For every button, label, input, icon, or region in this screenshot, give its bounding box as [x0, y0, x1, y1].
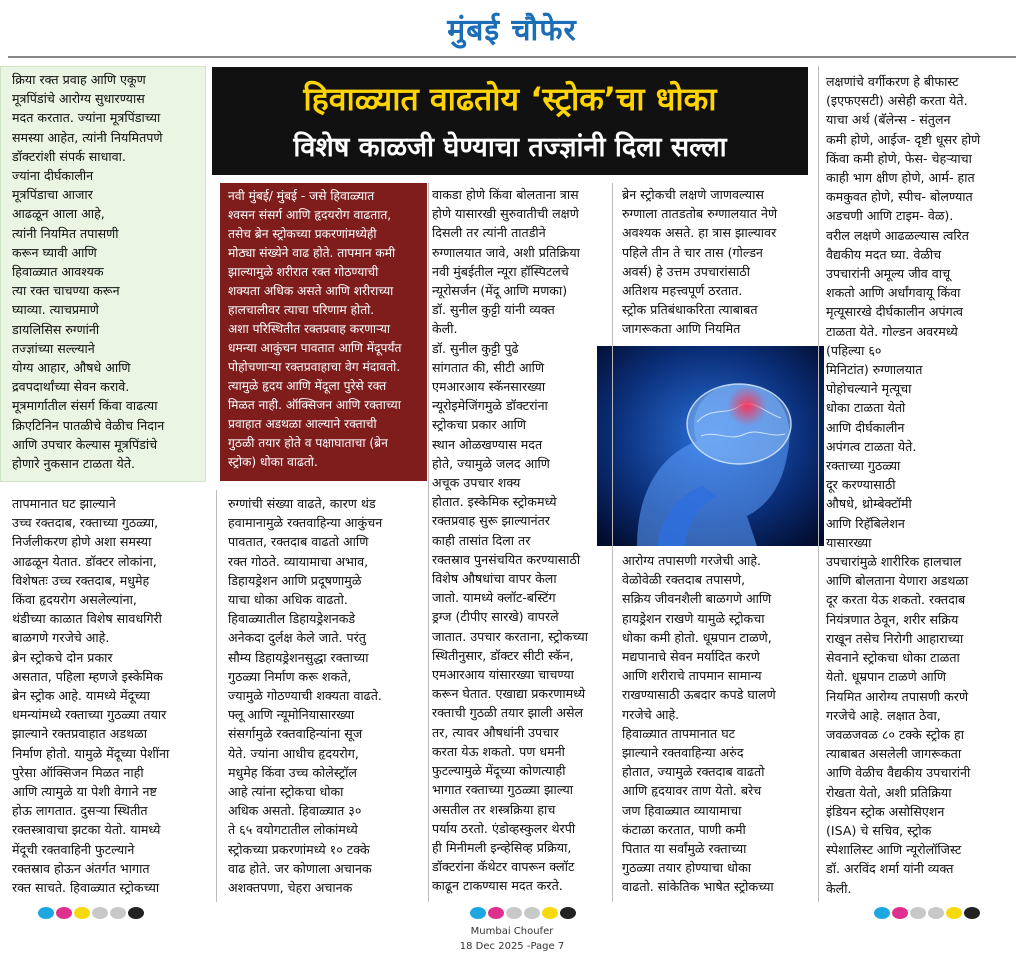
- top-rule: [8, 56, 1016, 58]
- registration-swatches-right: [874, 907, 980, 919]
- swatch-grey: [928, 907, 944, 919]
- swatch-grey: [506, 907, 522, 919]
- sidebar-text: क्रिया रक्त प्रवाह आणि एकूण मूत्रपिंडांचे आरोग्य सुधारण्यास मदत करतात. ज्यांना मूत्रपिंडाच्या समस्या आहेत, त्यांनी नियमितपणे डॉक्टरांशी संपर्क साधावा. ज्यांना दीर्घकालीन मूत्रपिंडाचा आजार आढळून आला आहे, त्यांनी नियमित तपासणी करून घ्यावी आणि हिवाळ्यात आवश्यक त्या रक्त चाचण्या करून घ्याव्या. त्याचप्रमाणे डायलिसिस रुग्णांनी तज्ज्ञांच्या सल्ल्याने योग्य आहार, औषधे आणि द्रवपदार्थांच्या सेवन करावे. मूत्रमार्गातील संसर्ग किंवा वाढत्या क्रिएटिनिन पातळीचे वेळीच निदान आणि उपचार केल्यास मूत्रपिंडांचे होणारे नुकसान टाळता येते.: [12, 72, 165, 472]
- headline-banner: [212, 67, 808, 175]
- swatch-yellow: [946, 907, 962, 919]
- swatch-grey: [92, 907, 108, 919]
- footer-date-page: 18 Dec 2025 -Page 7: [459, 941, 565, 952]
- swatch-magenta: [56, 907, 72, 919]
- swatch-cyan: [874, 907, 890, 919]
- masthead: [0, 0, 1024, 60]
- swatch-grey: [524, 907, 540, 919]
- registration-swatches-center: [470, 907, 576, 919]
- column-1-bottom-text: तापमानात घट झाल्याने उच्च रक्तदाब, रक्ताच्या गुठळ्या, निर्जलीकरण होणे अशा समस्या आढळून येतात. डॉक्टर लोकांना, विशेषतः उच्च रक्तदाब, मधुमेह किंवा हृदयरोग असलेल्यांना, थंडीच्या काळात विशेष सावधगिरी बाळगणे गरजेचे आहे. ब्रेन स्ट्रोकचे दोन प्रकार असतात, पहिला म्हणजे इस्केमिक ब्रेन स्ट्रोक आहे. यामध्ये मेंदूच्या धमन्यांमध्ये रक्ताच्या गुठळ्या तयार झाल्याने रक्तप्रवाहात अडथळा निर्माण होतो. यामुळे मेंदूच्या पेशींना पुरेसा ऑक्सिजन मिळत नाही आणि त्यामुळे या पेशी वेगाने नष्ट होऊ लागतात. दुसऱ्या स्थितीत रक्तस्त्रावाचा झटका येतो. यामध्ये मेंदूची रक्तवाहिनी फुटल्याने रक्तस्राव होऊन अंतर्गत भागात रक्त साचते. हिवाळ्यात स्ट्रोकच्या: [12, 496, 170, 896]
- column-5-text: लक्षणांचे वर्गीकरण हे बीफास्ट (इएफएसटी) असेही करता येते. याचा अर्थ (बॅलेन्स - संतुलन कमी होणे, आईज- दृष्टी धूसर होणे किंवा कमी होणे, फेस- चेहऱ्याचा काही भाग क्षीण होणे, आर्म- हात कमकुवत होणे, स्पीच- बोलण्यात अडचणी आणि टाइम- वेळ). वरील लक्षणे आढळल्यास त्वरित वैद्यकीय मदत घ्या. वेळीच उपचारांनी अमूल्य जीव वाचू शकतो आणि अर्धांगवायू किंवा मृत्यूसारखे दीर्घकालीन अपंगत्व टाळता येते. गोल्डन अवरमध्ये (पहिल्या ६० मिनिटांत) रुग्णालयात पोहोचल्याने मृत्यूचा धोका टाळता येतो आणि दीर्घकालीन अपंगत्व टाळता येते. रक्ताच्या गुठळ्या दूर करण्यासाठी औषधे, थ्रोम्बेक्टॉमी आणि रिहॅबिलेशन यासारख्या उपचारांमुळे शारीरिक हालचाल आणि बोलताना येणारा अडथळा दूर करता येऊ शकतो. रक्तदाब नियंत्रणात ठेवून, शरीर सक्रिय राखून तसेच निरोगी आहाराच्या सेवनाने स्ट्रोकचा धोका टाळता येतो. धूम्रपान टाळणे आणि नियमित आरोग्य तपासणी करणे गरजेचे आहे. लक्षात ठेवा, जवळजवळ ८० टक्के स्ट्रोक हा त्याबाबत असलेली जागरूकता आणि वेळीच वैद्यकीय उपचारांनी रोखता येतो, अशी प्रतिक्रिया इंडियन स्ट्रोक असोसिएशन (ISA) चे सचिव, स्ट्रोक स्पेशालिस्ट आणि न्यूरोलॉजिस्ट डॉ. अरविंद शर्मा यांनी व्यक्त केली.: [826, 74, 981, 896]
- registration-swatches-left: [38, 907, 144, 919]
- column-4-bottom-text: आरोग्य तपासणी गरजेची आहे. वेळोवेळी रक्तदाब तपासणे, सक्रिय जीवनशैली बाळगणे आणि हायड्रेशन राखणे यामुळे स्ट्रोकचा धोका कमी होतो. धूम्रपान टाळणे, मद्यपानाचे सेवन मर्यादित करणे आणि शरीराचे तापमान सामान्य राखण्यासाठी ऊबदार कपडे घालणे गरजेचे आहे. हिवाळ्यात तापमानात घट झाल्याने रक्तवाहिन्या अरुंद होतात, ज्यामुळे रक्तदाब वाढतो आणि हृदयावर ताण येतो. बरेच जण हिवाळ्यात व्यायामाचा कंटाळा करतात, पाणी कमी पितात या सर्वांमुळे रक्ताच्या गुठळ्या तयार होण्याचा धोका वाढतो. सांकेतिक भाषेत स्ट्रोकच्या: [622, 553, 776, 895]
- swatch-cyan: [470, 907, 486, 919]
- swatch-yellow: [542, 907, 558, 919]
- column-4-top-text: ब्रेन स्ट्रोकची लक्षणे जाणवल्यास रुग्णाला तातडतोब रुग्णालयात नेणे अवश्यक असते. हा त्रास झाल्यावर पहिले तीन ते चार तास (गोल्डन अवर्स) हे उत्तम उपचारांसाठी अतिशय महत्त्वपूर्ण ठरतात. स्ट्रोक प्रतिबंधाकरिता त्याबाबत जागरूकता आणि नियमित: [622, 187, 778, 337]
- swatch-magenta: [488, 907, 504, 919]
- page-footer: [0, 924, 1024, 954]
- footer-publication: Mumbai Choufer: [470, 926, 554, 937]
- swatch-grey: [110, 907, 126, 919]
- headline-main: हिवाळ्यात वाढतोय ‘स्ट्रोक’चा धोका: [303, 80, 717, 118]
- column-2-bottom-text: रुग्णांची संख्या वाढते, कारण थंड हवामानामुळे रक्तवाहिन्या आकुंचन पावतात, रक्तदाब वाढतो आणि रक्त गोठते. व्यायामाचा अभाव, डिहायड्रेशन आणि प्रदूषणामुळे याचा धोका अधिक वाढतो. हिवाळ्यातील डिहायड्रेशनकडे अनेकदा दुर्लक्ष केले जाते. परंतु सौम्य डिहायड्रेशनसुद्धा रक्ताच्या गुठळ्या निर्माण करू शकते, ज्यामुळे गोठण्याची शक्यता वाढते. फ्लू आणि न्यूमोनियासारख्या संसर्गामुळे रक्तवाहिन्यांना सूज येते. ज्यांना आधीच हृदयरोग, मधुमेह किंवा उच्च कोलेस्ट्रॉल आहे त्यांना स्ट्रोकचा धोका अधिक असतो. हिवाळ्यात ३० ते ६५ वयोगटातील लोकांमध्ये स्ट्रोकच्या प्रकरणांमध्ये १० टक्के वाढ होते. जर कोणाला अचानक अशक्तपणा, चेहरा अचानक: [228, 496, 383, 896]
- column-divider: [818, 66, 819, 902]
- column-3-text: वाकडा होणे किंवा बोलताना त्रास होणे यासारखी सुरुवातीची लक्षणे दिसली तर त्यांनी तातडीने रुग्णालयात जावे, अशी प्रतिक्रिया नवी मुंबईतील न्यूरा हॉस्पिटलचे न्यूरोसर्जन (मेंदू आणि मणका) डॉ. सुनील कुट्टी यांनी व्यक्त केली. डॉ. सुनील कुट्टी पुढे सांगतात की, सीटी आणि एमआरआय स्कॅनसारख्या न्यूरोइमेजिंगमुळे डॉक्टरांना स्ट्रोकचा प्रकार आणि स्थान ओळखण्यास मदत होते, ज्यामुळे जलद आणि अचूक उपचार शक्य होतात. इस्केमिक स्ट्रोकमध्ये रक्तप्रवाह सुरू झाल्यानंतर काही तासांत दिला तर रक्तस्राव पुनसंचयित करण्यासाठी विशेष औषधांचा वापर केला जातो. यामध्ये क्लॉट-बस्टिंग ड्रग्ज (टीपीए सारखे) वापरले जातात. उपचार करताना, स्ट्रोकच्या स्थितीनुसार, डॉक्टर सीटी स्कॅन, एमआरआय यांसारख्या चाचण्या करून घेतात. एखाद्या प्रकरणामध्ये रक्ताची गुठळी तयार झाली असेल तर, त्यावर औषधांनी उपचार करता येऊ शकतो. पण धमनी फुटल्यामुळे मेंदूच्या कोणत्याही भागात रक्ताच्या गुठळ्या झाल्या असतील तर शस्त्रक्रिया हाच पर्याय ठरतो. एंडोव्हस्कुलर थेरपी ही मिनीमली इन्व्हेसिव्ह प्रक्रिया, डॉक्टरांना कॅथेटर वापरून क्लॉट काढून टाकण्यास मदत करते.: [432, 187, 588, 894]
- swatch-magenta: [892, 907, 908, 919]
- swatch-black: [964, 907, 980, 919]
- column-divider: [428, 183, 429, 902]
- swatch-yellow: [74, 907, 90, 919]
- swatch-black: [560, 907, 576, 919]
- swatch-grey: [910, 907, 926, 919]
- swatch-cyan: [38, 907, 54, 919]
- swatch-black: [128, 907, 144, 919]
- headline-sub: विशेष काळजी घेण्याचा तज्ज्ञांनी दिला सल्ला: [293, 132, 727, 163]
- lede-box: नवी मुंबई/ मुंबई - जसे हिवाळ्यात श्वसन संसर्ग आणि हृदयरोग वाढतात, तसेच ब्रेन स्ट्रोकच्या प्रकरणांमध्येही मोठ्या संख्येने वाढ होते. तापमान कमी झाल्यामुळे शरीरात रक्त गोठण्याची शक्यता अधिक असते आणि शरीराच्या हालचालीवर त्याचा परिणाम होतो. अशा परिस्थितीत रक्तप्रवाह करणाऱ्या धमन्या आकुंचन पावतात आणि मेंदूपर्यंत पोहोचणाऱ्या रक्तप्रवाहाचा वेग मंदावतो. त्यामुळे हृदय आणि मेंदूला पुरेसे रक्त मिळत नाही. ऑक्सिजन आणि रक्ताच्या प्रवाहात अडथळा आल्याने रक्ताची गुठळी तयार होते व पक्षाघाताचा (ब्रेन स्ट्रोक) धोका वाढतो.: [220, 183, 427, 481]
- masthead-title: मुंबई चौफेर: [447, 13, 577, 48]
- column-divider: [612, 183, 613, 902]
- column-divider: [216, 490, 217, 902]
- brain-stroke-illustration: [597, 346, 824, 546]
